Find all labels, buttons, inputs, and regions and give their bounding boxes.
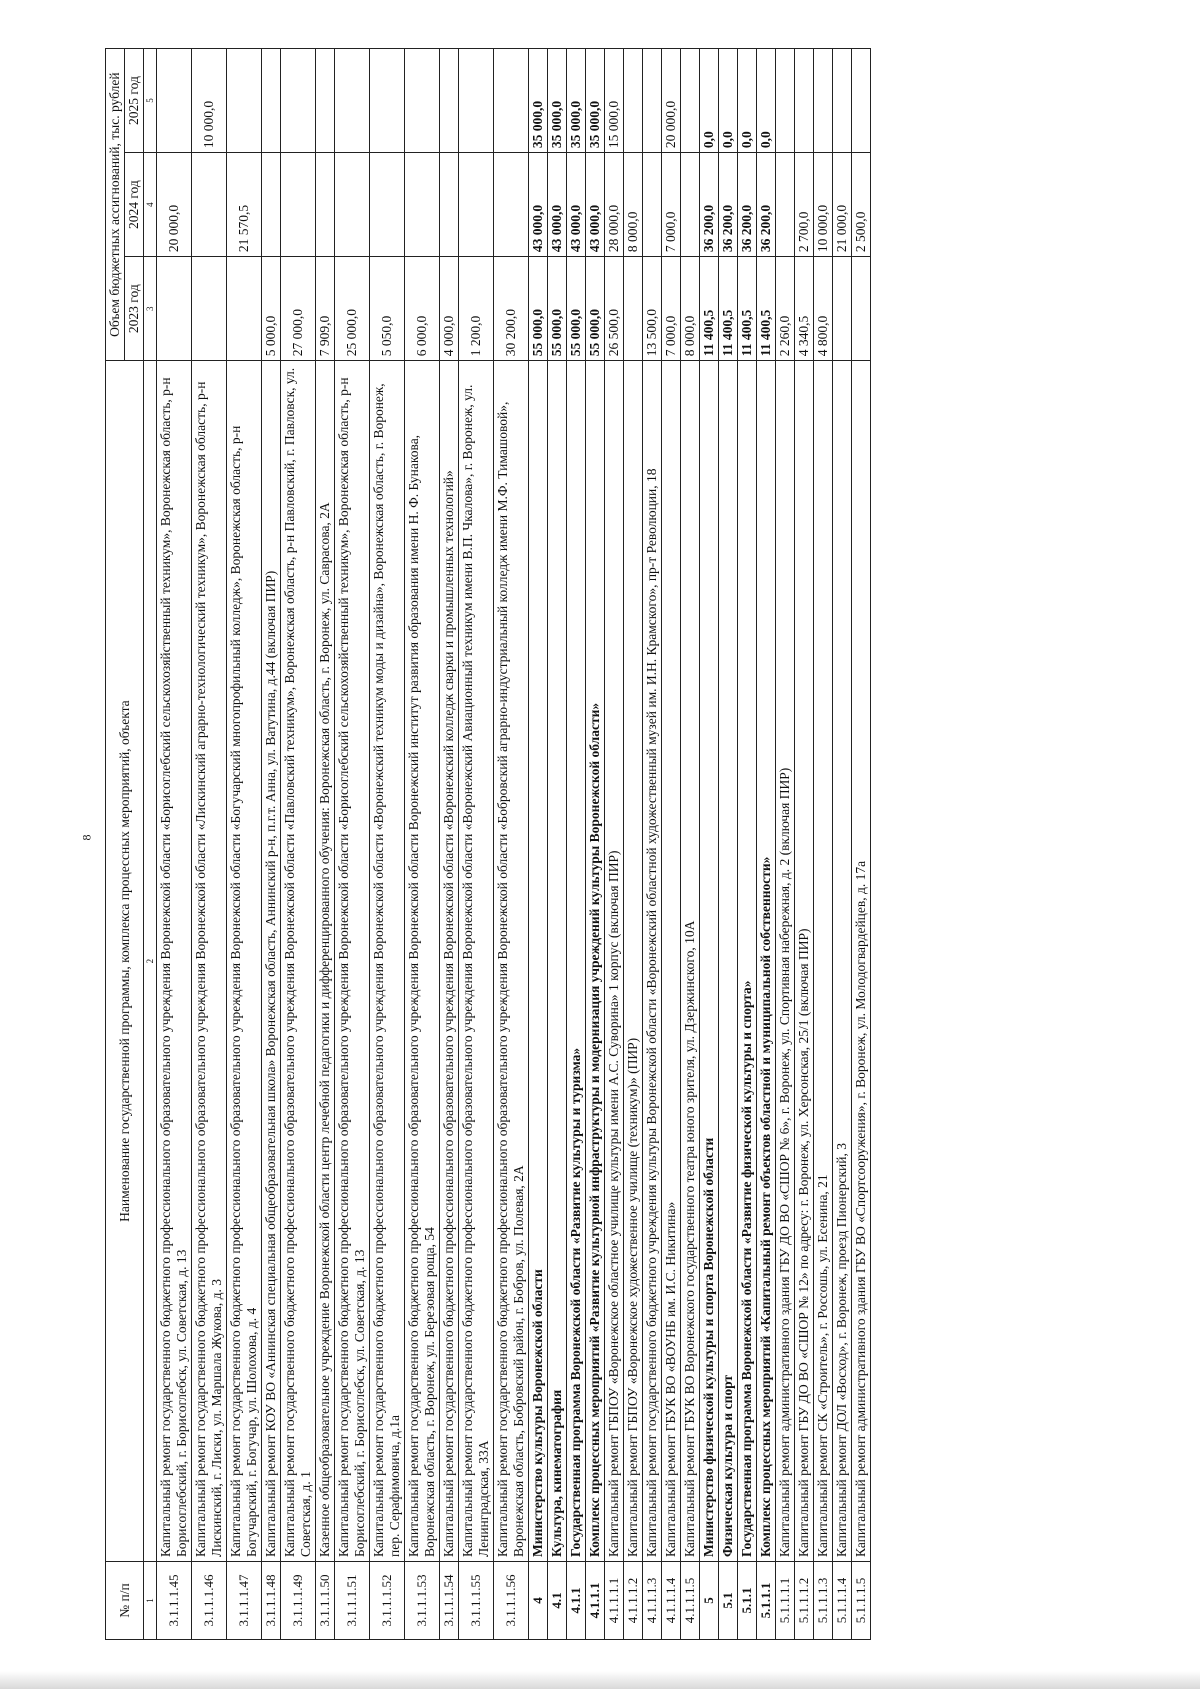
table-row: [262, 49, 281, 1640]
row-number: 5: [700, 1561, 719, 1639]
row-value-2023: 5 050,0: [370, 257, 405, 361]
column-index: 1: [144, 1561, 157, 1639]
row-value-2025: [335, 49, 370, 153]
header-name: Наименование государственной программы, комплекса процессных мероприятий, объекта: [106, 361, 144, 1562]
table-row: [548, 49, 567, 1640]
table-row: [567, 49, 586, 1640]
row-number: 5.1.1.1.5: [852, 1561, 871, 1639]
row-value-2025: 15 000,0: [605, 49, 624, 153]
row-value-2023: 11 400,5: [719, 257, 738, 361]
row-name: Капитальный ремонт государственного бюджетного профессионального образовательного учреждения Воронежской области «Лискинский аграрно-технологический техникум», Воронежская область, р-н Лискинский, г. Лиски, ул. Маршала Жукова, д. 3: [192, 361, 227, 1562]
header-year-2024: 2024 год: [125, 153, 144, 257]
table-row: [662, 49, 681, 1640]
row-name: Капитальный ремонт государственного бюджетного профессионального образовательного учреждения Воронежской области «Бобровский аграрно-индустриальный колледж имени М.Ф. Тимашовой», Воронежская область, Бобровский район, г. Бобров, ул. Полевая, 2А: [494, 361, 529, 1562]
row-value-2025: [316, 49, 335, 153]
row-number: 5.1: [719, 1561, 738, 1639]
row-number: 4.1.1.1.1: [605, 1561, 624, 1639]
table-row: [757, 49, 776, 1640]
row-number: 4.1.1.1.2: [624, 1561, 643, 1639]
table-row: [643, 49, 662, 1640]
row-name: Капитальный ремонт ГБПОУ «Воронежское областное училище культуры имени А.С. Суворина» 1 корпус (включая ПИР): [605, 361, 624, 1562]
row-value-2023: [624, 257, 643, 361]
row-name: Капитальный ремонт государственного бюджетного профессионального образовательного учреждения Воронежской области «Борисоглебский сельскохозяйственный техникум», Воронежская область, р-н Борисоглебский, г. Борисоглебск, ул. Советская, д. 13: [157, 361, 192, 1562]
row-value-2024: [335, 153, 370, 257]
row-name: Комплекс процессных мероприятий «Развитие культурной инфраструктуры и модернизация учреждений культуры Воронежской области»: [586, 361, 605, 1562]
row-value-2025: [440, 49, 459, 153]
row-number: 5.1.1: [738, 1561, 757, 1639]
row-value-2025: [795, 49, 814, 153]
row-number: 3.1.1.1.55: [459, 1561, 494, 1639]
row-name: Капитальный ремонт государственного бюджетного профессионального образовательного учреждения Воронежской области «Воронежский колледж сварки и промышленных технологий»: [440, 361, 459, 1562]
row-name: Министерство физической культуры и спорта Воронежской области: [700, 361, 719, 1562]
row-value-2024: [281, 153, 316, 257]
table-row: [624, 49, 643, 1640]
table-row: [833, 49, 852, 1640]
row-name: Капитальный ремонт ГБУК ВО Воронежского государственного театра юного зрителя, ул. Дзержинского, 10А: [681, 361, 700, 1562]
row-value-2024: 7 000,0: [662, 153, 681, 257]
row-value-2024: 36 200,0: [738, 153, 757, 257]
rotated-page: [105, 48, 1125, 1640]
row-number: 4.1.1.1.5: [681, 1561, 700, 1639]
row-value-2024: 36 200,0: [719, 153, 738, 257]
row-number: 4.1: [548, 1561, 567, 1639]
row-name: Капитальный ремонт государственного бюджетного профессионального образовательного учреждения Воронежской области «Воронежский техникум моды и дизайна», Воронежская область, г. Воронеж, пер. Серафимовича, д.1а: [370, 361, 405, 1562]
row-value-2023: [833, 257, 852, 361]
row-value-2024: [776, 153, 795, 257]
table-row: [316, 49, 335, 1640]
row-value-2024: [440, 153, 459, 257]
table-row: [586, 49, 605, 1640]
row-value-2023: 4 000,0: [440, 257, 459, 361]
table-row: [157, 49, 192, 1640]
row-name: Физическая культура и спорт: [719, 361, 738, 1562]
row-number: 3.1.1.1.51: [335, 1561, 370, 1639]
row-name: Капитальный ремонт государственного бюджетного учреждения культуры Воронежской области «Воронежский областной художественный музей им. И.Н. Крамского», пр-т Революции, 18: [643, 361, 662, 1562]
row-number: 4.1.1.1.3: [643, 1561, 662, 1639]
header-row: [106, 49, 125, 1640]
row-value-2024: 2 500,0: [852, 153, 871, 257]
row-name: Капитальный ремонт ДОЛ «Восход», г. Воронеж, проезд Пионерский, 3: [833, 361, 852, 1562]
table-row: [605, 49, 624, 1640]
row-number: 3.1.1.1.48: [262, 1561, 281, 1639]
row-number: 3.1.1.1.46: [192, 1561, 227, 1639]
row-value-2024: [370, 153, 405, 257]
row-name: Капитальный ремонт административного здания ГБУ ВО «Спортсооружения», г. Воронеж, ул. Молодогвардейцев, д. 17а: [852, 361, 871, 1562]
row-name: Государственная программа Воронежской области «Развитие культуры и туризма»: [567, 361, 586, 1562]
row-value-2023: 2 260,0: [776, 257, 795, 361]
row-value-2023: 8 000,0: [681, 257, 700, 361]
row-value-2025: [370, 49, 405, 153]
row-value-2025: [681, 49, 700, 153]
row-value-2024: 36 200,0: [700, 153, 719, 257]
row-name: Министерство культуры Воронежской области: [529, 361, 548, 1562]
table-row: [681, 49, 700, 1640]
row-number: 4: [529, 1561, 548, 1639]
header-volume: Объем бюджетных ассигнований, тыс. рублей: [106, 49, 125, 361]
row-name: Капитальный ремонт государственного бюджетного профессионального образовательного учреждения Воронежской области «Борисоглебский сельскохозяйственный техникум», Воронежская область, р-н Борисоглебский, г. Борисоглебск, ул. Советская, д. 13: [335, 361, 370, 1562]
row-name: Капитальный ремонт государственного бюджетного профессионального образовательного учреждения Воронежской области «Павловский техникум», Воронежская область, р-н Павловский, г. Павловск, ул. Советская, д. 1: [281, 361, 316, 1562]
row-value-2025: [459, 49, 494, 153]
row-value-2025: [814, 49, 833, 153]
row-name: Капитальный ремонт государственного бюджетного профессионального образовательного учреждения Воронежской области «Воронежский Авиационный техникум имени В.П. Чкалова», г. Воронеж, ул. Ленинградская, 33А: [459, 361, 494, 1562]
row-name: Государственная программа Воронежской области «Развитие физической культуры и спорта»: [738, 361, 757, 1562]
row-number: 3.1.1.1.54: [440, 1561, 459, 1639]
row-number: 3.1.1.1.47: [227, 1561, 262, 1639]
row-number: 4.1.1.1: [586, 1561, 605, 1639]
column-index: 2: [144, 361, 157, 1562]
header-year-2025: 2025 год: [125, 49, 144, 153]
row-value-2025: 0,0: [719, 49, 738, 153]
row-value-2025: [624, 49, 643, 153]
table-row: [738, 49, 757, 1640]
page-number: 8: [79, 834, 94, 841]
row-value-2024: 43 000,0: [586, 153, 605, 257]
scan-edge: [0, 1671, 1200, 1689]
budget-table: [105, 48, 871, 1640]
row-name: Казенное общеобразовательное учреждение Воронежской области центр лечебной педагогики и дифференцированного обучения: Воронежская область, г. Воронеж, ул. Саврасова, 2А: [316, 361, 335, 1562]
table-row: [814, 49, 833, 1640]
row-value-2024: 21 570,5: [227, 153, 262, 257]
row-value-2024: 2 700,0: [795, 153, 814, 257]
row-value-2025: 35 000,0: [548, 49, 567, 153]
row-value-2025: [281, 49, 316, 153]
row-number: 3.1.1.1.53: [405, 1561, 440, 1639]
row-number: 5.1.1.1.1: [776, 1561, 795, 1639]
row-value-2023: 55 000,0: [586, 257, 605, 361]
row-value-2023: 25 000,0: [335, 257, 370, 361]
row-value-2024: [681, 153, 700, 257]
header-num: № п/п: [106, 1561, 144, 1639]
row-value-2024: 10 000,0: [814, 153, 833, 257]
row-name: Культура, кинематография: [548, 361, 567, 1562]
row-name: Комплекс процессных мероприятий «Капитальный ремонт объектов областной и муниципальной собственности»: [757, 361, 776, 1562]
row-value-2024: [494, 153, 529, 257]
table-row: [700, 49, 719, 1640]
row-value-2025: [833, 49, 852, 153]
row-number: 5.1.1.1: [757, 1561, 776, 1639]
row-name: Капитальный ремонт государственного бюджетного профессионального образовательного учреждения Воронежской области «Богучарский многопрофильный колледж», Воронежская область, р-н Богучарский, г. Богучар, ул. Шолохова, д. 4: [227, 361, 262, 1562]
row-value-2025: [776, 49, 795, 153]
row-value-2023: [852, 257, 871, 361]
column-index-row: [144, 49, 157, 1640]
row-value-2023: 11 400,5: [700, 257, 719, 361]
row-number: 4.1.1: [567, 1561, 586, 1639]
row-value-2024: [405, 153, 440, 257]
row-value-2023: 55 000,0: [548, 257, 567, 361]
row-value-2024: 43 000,0: [567, 153, 586, 257]
row-value-2023: 7 909,0: [316, 257, 335, 361]
row-value-2024: [316, 153, 335, 257]
table-row: [227, 49, 262, 1640]
column-index: 5: [144, 49, 157, 153]
row-number: 3.1.1.1.49: [281, 1561, 316, 1639]
row-value-2024: 36 200,0: [757, 153, 776, 257]
row-value-2024: 43 000,0: [529, 153, 548, 257]
row-number: 5.1.1.1.3: [814, 1561, 833, 1639]
row-number: 4.1.1.1.4: [662, 1561, 681, 1639]
row-value-2025: [643, 49, 662, 153]
table-row: [795, 49, 814, 1640]
row-value-2024: 43 000,0: [548, 153, 567, 257]
header-year-2023: 2023 год: [125, 257, 144, 361]
row-value-2025: 35 000,0: [586, 49, 605, 153]
row-value-2025: 20 000,0: [662, 49, 681, 153]
row-value-2023: 13 500,0: [643, 257, 662, 361]
row-value-2025: 0,0: [738, 49, 757, 153]
row-value-2025: 35 000,0: [567, 49, 586, 153]
row-value-2025: 10 000,0: [192, 49, 227, 153]
row-value-2023: 7 000,0: [662, 257, 681, 361]
row-value-2023: 26 500,0: [605, 257, 624, 361]
table-row: [370, 49, 405, 1640]
row-number: 5.1.1.1.4: [833, 1561, 852, 1639]
row-value-2025: [157, 49, 192, 153]
row-value-2023: 4 800,0: [814, 257, 833, 361]
row-name: Капитальный ремонт ГБУК ВО «ВОУНБ им. И.С. Никитина»: [662, 361, 681, 1562]
row-value-2025: 0,0: [700, 49, 719, 153]
row-value-2024: [643, 153, 662, 257]
row-value-2023: 5 000,0: [262, 257, 281, 361]
table-row: [459, 49, 494, 1640]
table-row: [281, 49, 316, 1640]
row-value-2024: [459, 153, 494, 257]
row-value-2025: 0,0: [757, 49, 776, 153]
column-index: 4: [144, 153, 157, 257]
table-row: [440, 49, 459, 1640]
row-value-2023: 6 000,0: [405, 257, 440, 361]
row-value-2024: [192, 153, 227, 257]
row-value-2023: 4 340,5: [795, 257, 814, 361]
row-value-2024: 21 000,0: [833, 153, 852, 257]
row-value-2024: 8 000,0: [624, 153, 643, 257]
row-value-2023: 55 000,0: [567, 257, 586, 361]
row-name: Капитальный ремонт государственного бюджетного профессионального образовательного учреждения Воронежской области Воронежский институт развития образования имени Н. Ф. Бунакова, Воронежская область, г. Воронеж, ул. Березовая роща, 54: [405, 361, 440, 1562]
row-value-2023: 55 000,0: [529, 257, 548, 361]
row-value-2023: 11 400,5: [738, 257, 757, 361]
column-index: 3: [144, 257, 157, 361]
row-value-2025: [227, 49, 262, 153]
row-number: 3.1.1.1.50: [316, 1561, 335, 1639]
row-value-2025: [262, 49, 281, 153]
table-row: [494, 49, 529, 1640]
row-name: Капитальный ремонт КОУ ВО «Аннинская специальная общеобразовательная школа» Воронежская область, Аннинский р-н, п.г.т. Анна, ул. Ватутина, д.44 (включая ПИР): [262, 361, 281, 1562]
row-number: 3.1.1.1.45: [157, 1561, 192, 1639]
row-name: Капитальный ремонт ГБУ ДО ВО «СШОР № 12» по адресу: г. Воронеж, ул. Херсонская, 25/1 (включая ПИР): [795, 361, 814, 1562]
row-value-2025: [494, 49, 529, 153]
row-value-2023: [192, 257, 227, 361]
table-row: [529, 49, 548, 1640]
table-row: [192, 49, 227, 1640]
table-row: [335, 49, 370, 1640]
row-value-2025: [852, 49, 871, 153]
row-value-2025: 35 000,0: [529, 49, 548, 153]
row-name: Капитальный ремонт административного здания ГБУ ДО ВО «СШОР № 6», г. Воронеж, ул. Спортивная набережная, д. 2 (включая ПИР): [776, 361, 795, 1562]
table-row: [852, 49, 871, 1640]
table-row: [776, 49, 795, 1640]
row-value-2023: [157, 257, 192, 361]
row-value-2024: [262, 153, 281, 257]
row-value-2023: 27 000,0: [281, 257, 316, 361]
table-row: [405, 49, 440, 1640]
table-body: [157, 49, 871, 1640]
row-value-2023: 1 200,0: [459, 257, 494, 361]
row-value-2024: 20 000,0: [157, 153, 192, 257]
row-value-2023: 30 200,0: [494, 257, 529, 361]
row-value-2025: [405, 49, 440, 153]
row-value-2023: 11 400,5: [757, 257, 776, 361]
row-number: 5.1.1.1.2: [795, 1561, 814, 1639]
table-row: [719, 49, 738, 1640]
row-name: Капитальный ремонт ГБПОУ «Воронежское художественное училище (техникум)» (ПИР): [624, 361, 643, 1562]
row-value-2023: [227, 257, 262, 361]
row-number: 3.1.1.1.56: [494, 1561, 529, 1639]
row-value-2024: 28 000,0: [605, 153, 624, 257]
row-number: 3.1.1.1.52: [370, 1561, 405, 1639]
row-name: Капитальный ремонт СК «Строитель», г. Россошь, ул. Есенина, 21: [814, 361, 833, 1562]
